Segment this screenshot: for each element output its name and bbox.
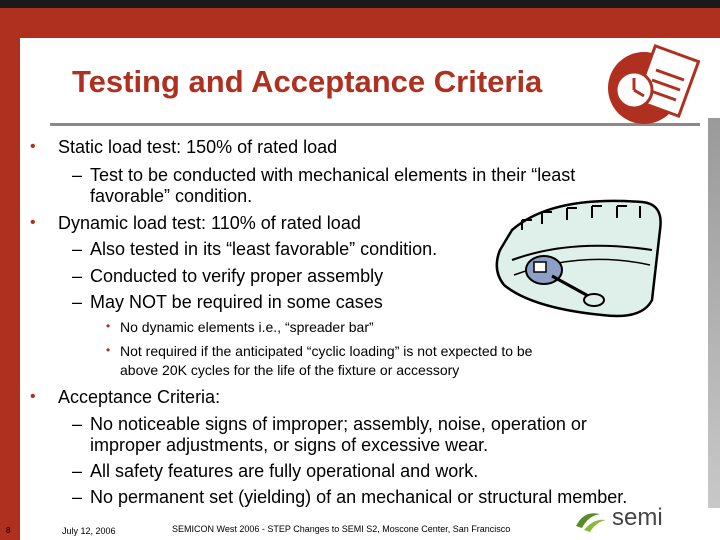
subsub-cyclic-loading: Not required if the anticipated “cyclic loading” is not expected to be xyxy=(120,343,533,359)
title-divider xyxy=(50,123,700,126)
tank-clipart-icon xyxy=(492,190,667,325)
bullet-dot: • xyxy=(30,214,36,231)
sub-not-required: May NOT be required in some cases xyxy=(90,292,383,312)
bullet-dot: • xyxy=(30,138,36,155)
bullet-dot: • xyxy=(106,343,111,357)
sub-static-condition-cont: favorable” condition. xyxy=(90,186,253,206)
dash: – xyxy=(72,414,83,434)
bullet-static-load: Static load test: 150% of rated load xyxy=(58,137,338,157)
subsub-cyclic-loading-cont: above 20K cycles for the life of the fixture or accessory xyxy=(120,362,460,378)
header-band xyxy=(20,8,720,38)
sub-safety: All safety features are fully operational and work. xyxy=(90,461,479,481)
dash: – xyxy=(72,266,83,286)
page-number: 8 xyxy=(6,526,11,535)
top-band xyxy=(0,0,720,8)
clipboard-clock-icon xyxy=(604,40,704,128)
right-decor-strip xyxy=(708,118,720,508)
bullet-dot: • xyxy=(30,388,36,405)
slide-title: Testing and Acceptance Criteria xyxy=(72,64,543,99)
dash: – xyxy=(72,461,83,481)
footer-event: SEMICON West 2006 - STEP Changes to SEMI S2, Moscone Center, San Francisco xyxy=(172,524,511,534)
bullet-acceptance: Acceptance Criteria: xyxy=(58,387,221,407)
sub-permanent-set: No permanent set (yielding) of an mechanical or structural member. xyxy=(90,487,628,507)
dash: – xyxy=(72,292,83,312)
sub-verify-assembly: Conducted to verify proper assembly xyxy=(90,266,384,286)
bullet-dot: • xyxy=(106,319,111,333)
dash: – xyxy=(72,487,83,507)
sub-dynamic-condition: Also tested in its “least favorable” condition. xyxy=(90,239,438,259)
sub-static-condition: Test to be conducted with mechanical elements in their “least xyxy=(90,165,576,185)
semi-logo xyxy=(570,506,688,534)
sub-no-signs: No noticeable signs of improper; assembly, noise, operation or xyxy=(90,414,587,434)
dash: – xyxy=(72,239,83,259)
semi-logo-text: semi xyxy=(612,504,663,531)
bullet-dynamic-load: Dynamic load test: 110% of rated load xyxy=(58,213,361,233)
sub-no-signs-cont: improper adjustments, or signs of excessive wear. xyxy=(90,435,489,455)
dash: – xyxy=(72,165,83,185)
left-accent-bar xyxy=(0,8,20,540)
footer-date: July 12, 2006 xyxy=(62,526,116,536)
subsub-no-dynamic: No dynamic elements i.e., “spreader bar” xyxy=(120,319,374,335)
